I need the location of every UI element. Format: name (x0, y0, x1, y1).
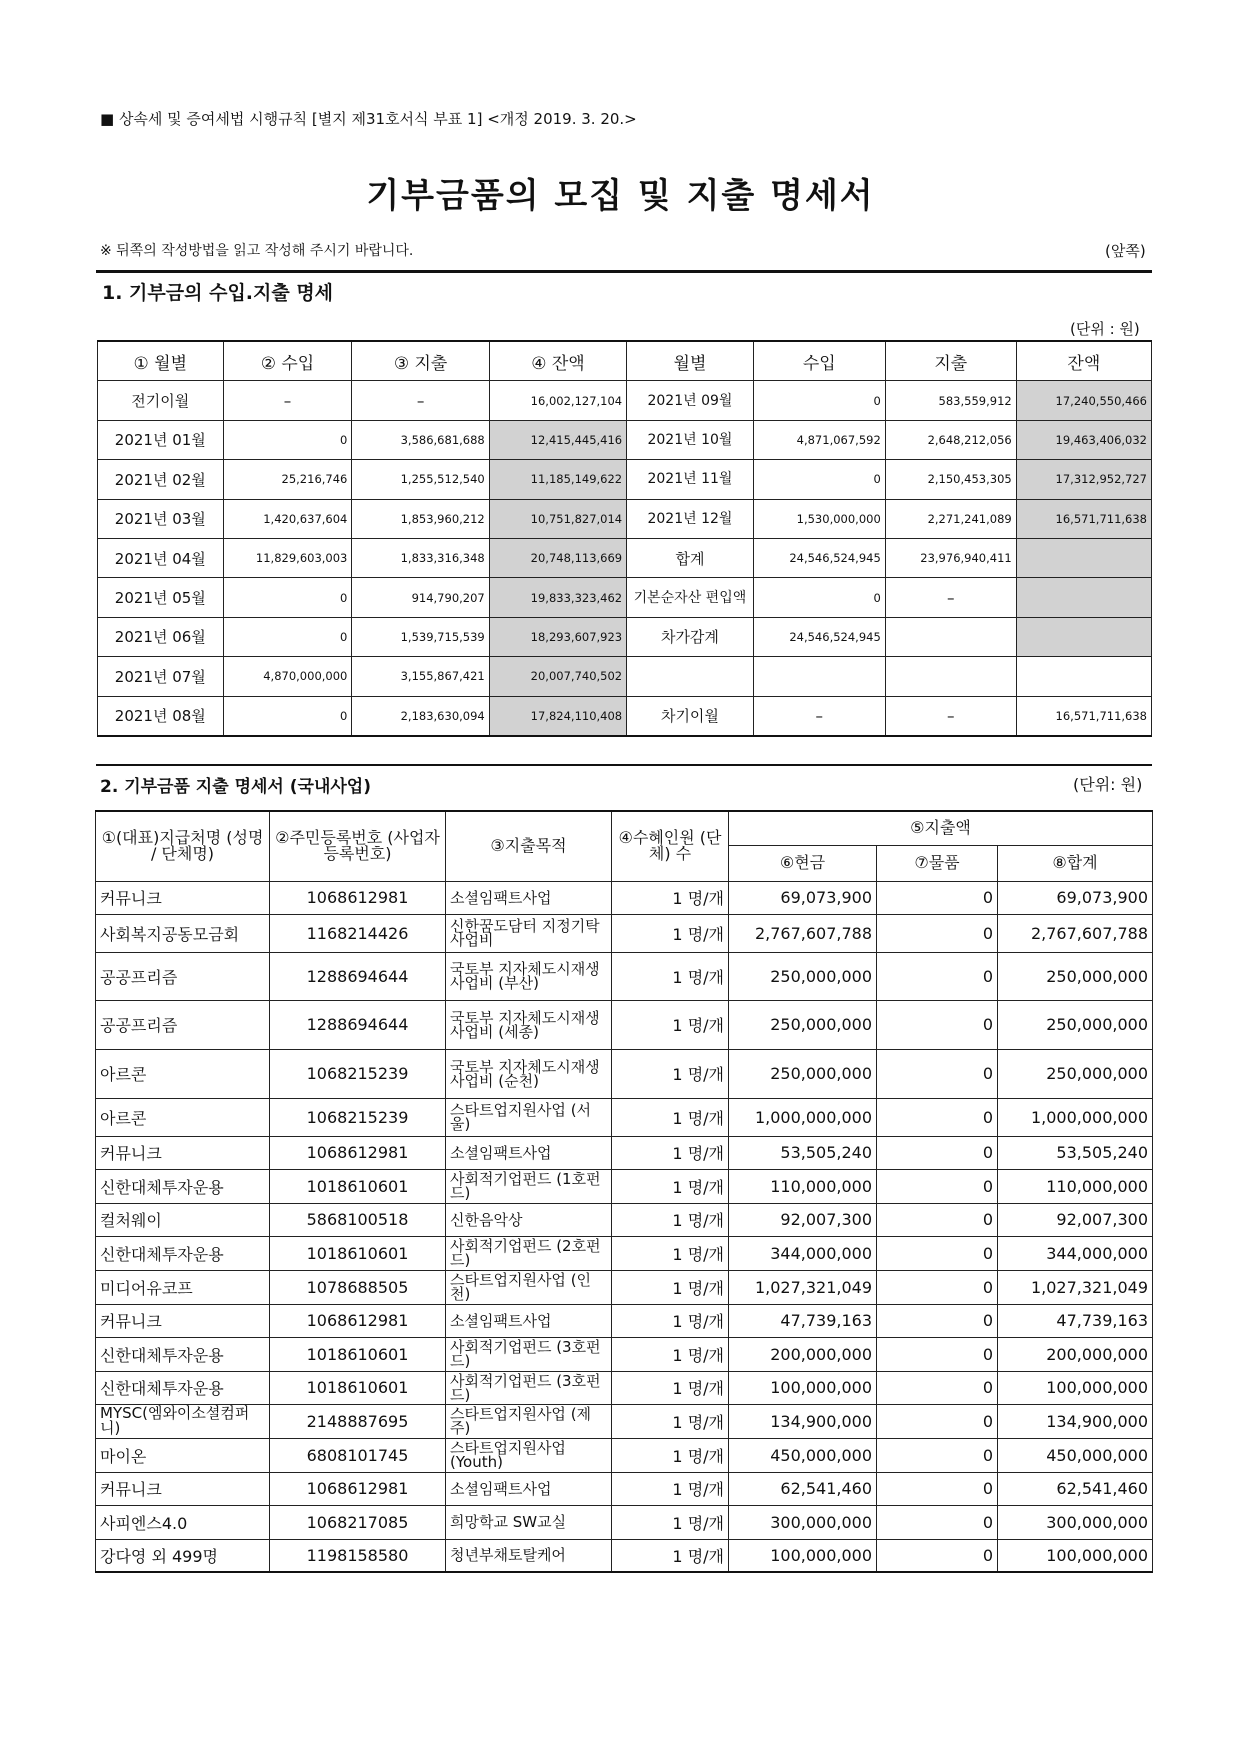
cell-goods: 0 (877, 1438, 998, 1472)
col-header-cash: ⑥현금 (729, 845, 877, 881)
cell-income2: 24,546,524,945 (753, 617, 885, 656)
cell-expense2: 2,271,241,089 (885, 499, 1016, 538)
table-row (96, 1472, 1153, 1505)
cell-purpose: 사회적기업펀드 (2호펀드) (446, 1236, 612, 1270)
cell-month2: 2021년 12월 (627, 499, 754, 538)
col-header: 월별 (627, 341, 754, 381)
table-row (98, 538, 1152, 577)
cell-goods: 0 (877, 1203, 998, 1236)
cell-count: 1 명/개 (612, 1539, 729, 1572)
cell-count: 1 명/개 (612, 1169, 729, 1203)
cell-expense: 1,539,715,539 (352, 617, 489, 656)
cell-goods: 0 (877, 1169, 998, 1203)
table-row (96, 1304, 1153, 1337)
cell-total: 300,000,000 (998, 1505, 1153, 1539)
table-row (98, 499, 1152, 538)
cell-name: 공공프리즘 (96, 952, 270, 1000)
cell-total: 92,007,300 (998, 1203, 1153, 1236)
table-row (98, 657, 1152, 696)
table-row (98, 460, 1152, 499)
cell-income2: – (753, 696, 885, 736)
cell-income: 0 (223, 578, 352, 617)
cell-cash: 47,739,163 (729, 1304, 877, 1337)
cell-income: 0 (223, 420, 352, 459)
cell-name: MYSC(엠와이소셜컴퍼니) (96, 1404, 270, 1438)
cell-purpose: 소셜임팩트사업 (446, 1472, 612, 1505)
cell-count: 1 명/개 (612, 1371, 729, 1404)
cell-goods: 0 (877, 1371, 998, 1404)
cell-name: 아르콘 (96, 1049, 270, 1098)
cell-purpose: 사회적기업펀드 (3호펀드) (446, 1371, 612, 1404)
cell-cash: 134,900,000 (729, 1404, 877, 1438)
cell-balance: 17,824,110,408 (489, 696, 626, 736)
cell-count: 1 명/개 (612, 1136, 729, 1169)
page-side-label: (앞쪽) (1105, 242, 1146, 260)
cell-total: 1,000,000,000 (998, 1098, 1153, 1136)
cell-expense2: 583,559,912 (885, 381, 1016, 420)
cell-name: 사회복지공동모금회 (96, 914, 270, 952)
cell-purpose: 국토부 지자체도시재생사업비 (세종) (446, 1000, 612, 1049)
cell-purpose: 희망학교 SW교실 (446, 1505, 612, 1539)
cell-purpose: 소셜임팩트사업 (446, 1304, 612, 1337)
cell-cash: 2,767,607,788 (729, 914, 877, 952)
cell-purpose: 신한음악상 (446, 1203, 612, 1236)
cell-balance2: 17,312,952,727 (1016, 460, 1151, 499)
cell-count: 1 명/개 (612, 1304, 729, 1337)
cell-purpose: 국토부 지자체도시재생사업비 (순천) (446, 1049, 612, 1098)
cell-regno: 1288694644 (270, 1000, 446, 1049)
cell-name: 신한대체투자운용 (96, 1236, 270, 1270)
cell-purpose: 사회적기업펀드 (3호펀드) (446, 1337, 612, 1371)
cell-name: 미디어유코프 (96, 1270, 270, 1304)
cell-balance2: 19,463,406,032 (1016, 420, 1151, 459)
cell-balance2: 17,240,550,466 (1016, 381, 1151, 420)
table-header-row (96, 811, 1153, 845)
cell-income2: 0 (753, 460, 885, 499)
table-row (96, 881, 1153, 914)
cell-regno: 1068215239 (270, 1049, 446, 1098)
table-header-row (98, 341, 1152, 381)
cell-income: 25,216,746 (223, 460, 352, 499)
cell-name: 커뮤니크 (96, 1304, 270, 1337)
cell-total: 2,767,607,788 (998, 914, 1153, 952)
cell-month: 2021년 04월 (98, 538, 224, 577)
table-row (96, 1337, 1153, 1371)
divider (96, 764, 1152, 766)
cell-month: 2021년 03월 (98, 499, 224, 538)
cell-count: 1 명/개 (612, 1098, 729, 1136)
cell-cash: 344,000,000 (729, 1236, 877, 1270)
cell-cash: 250,000,000 (729, 1000, 877, 1049)
cell-month2: 2021년 11월 (627, 460, 754, 499)
section1-title: 1. 기부금의 수입.지출 명세 (102, 282, 334, 304)
cell-count: 1 명/개 (612, 1236, 729, 1270)
cell-total: 1,027,321,049 (998, 1270, 1153, 1304)
cell-goods: 0 (877, 1404, 998, 1438)
instruction-note: ※ 뒤쪽의 작성방법을 읽고 작성해 주시기 바랍니다. (100, 243, 414, 259)
cell-balance2 (1016, 617, 1151, 656)
cell-goods: 0 (877, 1098, 998, 1136)
cell-cash: 110,000,000 (729, 1169, 877, 1203)
col-header: ③ 지출 (352, 341, 489, 381)
cell-income: 1,420,637,604 (223, 499, 352, 538)
cell-expense2 (885, 657, 1016, 696)
cell-total: 110,000,000 (998, 1169, 1153, 1203)
cell-regno: 1068217085 (270, 1505, 446, 1539)
divider (96, 270, 1152, 273)
cell-name: 커뮤니크 (96, 1472, 270, 1505)
cell-balance: 20,007,740,502 (489, 657, 626, 696)
cell-cash: 53,505,240 (729, 1136, 877, 1169)
cell-month: 전기이월 (98, 381, 224, 420)
cell-income2: 24,546,524,945 (753, 538, 885, 577)
cell-balance: 10,751,827,014 (489, 499, 626, 538)
table-row (96, 952, 1153, 1000)
cell-expense: 1,833,316,348 (352, 538, 489, 577)
cell-cash: 62,541,460 (729, 1472, 877, 1505)
table-row (96, 914, 1153, 952)
cell-goods: 0 (877, 952, 998, 1000)
cell-balance: 12,415,445,416 (489, 420, 626, 459)
cell-count: 1 명/개 (612, 1270, 729, 1304)
cell-name: 커뮤니크 (96, 881, 270, 914)
cell-total: 47,739,163 (998, 1304, 1153, 1337)
table-row (96, 1203, 1153, 1236)
table-row (96, 1169, 1153, 1203)
cell-count: 1 명/개 (612, 1438, 729, 1472)
cell-purpose: 스타트업지원사업 (인천) (446, 1270, 612, 1304)
cell-count: 1 명/개 (612, 1337, 729, 1371)
table-row (96, 1404, 1153, 1438)
cell-name: 컬처웨이 (96, 1203, 270, 1236)
table-row (96, 1098, 1153, 1136)
table-row (98, 696, 1152, 736)
cell-name: 커뮤니크 (96, 1136, 270, 1169)
cell-cash: 69,073,900 (729, 881, 877, 914)
cell-income2: 0 (753, 381, 885, 420)
col-header-recipient: ①(대표)지급처명 (성명 / 단체명) (96, 811, 270, 881)
cell-balance: 11,185,149,622 (489, 460, 626, 499)
cell-month2: 2021년 09월 (627, 381, 754, 420)
cell-balance: 18,293,607,923 (489, 617, 626, 656)
document-title: 기부금품의 모집 및 지출 명세서 (366, 176, 875, 216)
col-header-count: ④수혜인원 (단체) 수 (612, 811, 729, 881)
cell-regno: 1288694644 (270, 952, 446, 1000)
cell-month: 2021년 01월 (98, 420, 224, 459)
cell-count: 1 명/개 (612, 1505, 729, 1539)
cell-income: 0 (223, 617, 352, 656)
cell-total: 250,000,000 (998, 952, 1153, 1000)
cell-expense2: 2,150,453,305 (885, 460, 1016, 499)
cell-total: 450,000,000 (998, 1438, 1153, 1472)
cell-goods: 0 (877, 1304, 998, 1337)
cell-cash: 1,027,321,049 (729, 1270, 877, 1304)
col-header-regno: ②주민등록번호 (사업자등록번호) (270, 811, 446, 881)
cell-expense2: – (885, 578, 1016, 617)
table-row (96, 1505, 1153, 1539)
cell-total: 250,000,000 (998, 1049, 1153, 1098)
cell-income: 11,829,603,003 (223, 538, 352, 577)
cell-purpose: 소셜임팩트사업 (446, 1136, 612, 1169)
cell-purpose: 신한꿈도담터 지정기탁 사업비 (446, 914, 612, 952)
cell-purpose: 사회적기업펀드 (1호펀드) (446, 1169, 612, 1203)
table-row (98, 578, 1152, 617)
cell-goods: 0 (877, 1136, 998, 1169)
cell-purpose: 스타트업지원사업 (제주) (446, 1404, 612, 1438)
cell-total: 100,000,000 (998, 1539, 1153, 1572)
cell-goods: 0 (877, 1236, 998, 1270)
cell-goods: 0 (877, 1337, 998, 1371)
cell-goods: 0 (877, 1505, 998, 1539)
cell-income: 0 (223, 696, 352, 736)
cell-goods: 0 (877, 1270, 998, 1304)
cell-purpose: 스타트업지원사업 (서울) (446, 1098, 612, 1136)
cell-expense: 1,853,960,212 (352, 499, 489, 538)
cell-month: 2021년 06월 (98, 617, 224, 656)
cell-month: 2021년 05월 (98, 578, 224, 617)
donation-expense-table (95, 810, 1153, 1573)
col-header-goods: ⑦물품 (877, 845, 998, 881)
cell-regno: 1168214426 (270, 914, 446, 952)
cell-cash: 100,000,000 (729, 1371, 877, 1404)
section2-title: 2. 기부금품 지출 명세서 (국내사업) (100, 777, 371, 797)
form-reference: ■ 상속세 및 증여세법 시행규칙 [별지 제31호서식 부표 1] <개정 2019. 3. 20.> (100, 110, 637, 128)
cell-expense2: – (885, 696, 1016, 736)
cell-cash: 100,000,000 (729, 1539, 877, 1572)
cell-expense2: 23,976,940,411 (885, 538, 1016, 577)
table-row (96, 1049, 1153, 1098)
section1-unit: (단위 : 원) (1070, 320, 1140, 338)
cell-name: 신한대체투자운용 (96, 1337, 270, 1371)
cell-income: 4,870,000,000 (223, 657, 352, 696)
cell-count: 1 명/개 (612, 1000, 729, 1049)
income-expense-table (97, 340, 1152, 737)
table-row (98, 420, 1152, 459)
table-row (98, 617, 1152, 656)
cell-income2 (753, 657, 885, 696)
cell-cash: 300,000,000 (729, 1505, 877, 1539)
cell-regno: 1018610601 (270, 1371, 446, 1404)
cell-balance: 20,748,113,669 (489, 538, 626, 577)
cell-regno: 1198158580 (270, 1539, 446, 1572)
col-header: 지출 (885, 341, 1016, 381)
cell-income: – (223, 381, 352, 420)
cell-total: 69,073,900 (998, 881, 1153, 914)
cell-month2: 기본순자산 편입액 (627, 578, 754, 617)
cell-balance2 (1016, 538, 1151, 577)
cell-total: 100,000,000 (998, 1371, 1153, 1404)
cell-balance2 (1016, 578, 1151, 617)
cell-expense: 914,790,207 (352, 578, 489, 617)
cell-expense: 3,155,867,421 (352, 657, 489, 696)
cell-count: 1 명/개 (612, 1049, 729, 1098)
cell-total: 200,000,000 (998, 1337, 1153, 1371)
cell-regno: 1068215239 (270, 1098, 446, 1136)
cell-purpose: 스타트업지원사업 (Youth) (446, 1438, 612, 1472)
cell-cash: 450,000,000 (729, 1438, 877, 1472)
cell-expense2 (885, 617, 1016, 656)
col-header: ② 수입 (223, 341, 352, 381)
cell-balance2 (1016, 657, 1151, 696)
table-row (96, 1539, 1153, 1572)
cell-balance2: 16,571,711,638 (1016, 499, 1151, 538)
col-header: 수입 (753, 341, 885, 381)
cell-total: 250,000,000 (998, 1000, 1153, 1049)
cell-count: 1 명/개 (612, 952, 729, 1000)
cell-expense2: 2,648,212,056 (885, 420, 1016, 459)
cell-name: 신한대체투자운용 (96, 1169, 270, 1203)
cell-month2: 합계 (627, 538, 754, 577)
cell-goods: 0 (877, 914, 998, 952)
cell-goods: 0 (877, 1472, 998, 1505)
cell-income2: 0 (753, 578, 885, 617)
cell-regno: 6808101745 (270, 1438, 446, 1472)
cell-name: 아르콘 (96, 1098, 270, 1136)
cell-expense: 1,255,512,540 (352, 460, 489, 499)
cell-month: 2021년 07월 (98, 657, 224, 696)
cell-cash: 250,000,000 (729, 952, 877, 1000)
cell-regno: 1068612981 (270, 1472, 446, 1505)
cell-balance: 16,002,127,104 (489, 381, 626, 420)
cell-total: 53,505,240 (998, 1136, 1153, 1169)
col-header: ④ 잔액 (489, 341, 626, 381)
cell-income2: 1,530,000,000 (753, 499, 885, 538)
cell-name: 강다영 외 499명 (96, 1539, 270, 1572)
cell-cash: 1,000,000,000 (729, 1098, 877, 1136)
col-header-amount: ⑤지출액 (729, 811, 1153, 845)
cell-count: 1 명/개 (612, 881, 729, 914)
cell-month2: 차기이월 (627, 696, 754, 736)
col-header: ① 월별 (98, 341, 224, 381)
cell-month2: 2021년 10월 (627, 420, 754, 459)
section2-unit: (단위: 원) (1073, 775, 1143, 794)
cell-month2 (627, 657, 754, 696)
cell-regno: 1078688505 (270, 1270, 446, 1304)
table-row (96, 1236, 1153, 1270)
cell-month: 2021년 08월 (98, 696, 224, 736)
cell-total: 62,541,460 (998, 1472, 1153, 1505)
cell-regno: 1018610601 (270, 1337, 446, 1371)
cell-expense: – (352, 381, 489, 420)
cell-name: 마이온 (96, 1438, 270, 1472)
cell-count: 1 명/개 (612, 1203, 729, 1236)
cell-name: 공공프리즘 (96, 1000, 270, 1049)
cell-regno: 1018610601 (270, 1236, 446, 1270)
cell-goods: 0 (877, 1049, 998, 1098)
cell-count: 1 명/개 (612, 914, 729, 952)
cell-expense: 3,586,681,688 (352, 420, 489, 459)
cell-total: 344,000,000 (998, 1236, 1153, 1270)
cell-purpose: 청년부채토탈케어 (446, 1539, 612, 1572)
cell-purpose: 국토부 지자체도시재생사업비 (부산) (446, 952, 612, 1000)
cell-income2: 4,871,067,592 (753, 420, 885, 459)
cell-goods: 0 (877, 881, 998, 914)
cell-balance: 19,833,323,462 (489, 578, 626, 617)
cell-goods: 0 (877, 1000, 998, 1049)
cell-regno: 1068612981 (270, 881, 446, 914)
table-row (96, 1438, 1153, 1472)
col-header: 잔액 (1016, 341, 1151, 381)
cell-regno: 1018610601 (270, 1169, 446, 1203)
cell-regno: 2148887695 (270, 1404, 446, 1438)
cell-expense: 2,183,630,094 (352, 696, 489, 736)
cell-regno: 1068612981 (270, 1136, 446, 1169)
cell-balance2: 16,571,711,638 (1016, 696, 1151, 736)
cell-name: 신한대체투자운용 (96, 1371, 270, 1404)
table-row (96, 1270, 1153, 1304)
table-row (96, 1371, 1153, 1404)
cell-name: 사피엔스4.0 (96, 1505, 270, 1539)
cell-goods: 0 (877, 1539, 998, 1572)
cell-regno: 1068612981 (270, 1304, 446, 1337)
cell-cash: 250,000,000 (729, 1049, 877, 1098)
cell-total: 134,900,000 (998, 1404, 1153, 1438)
col-header-total: ⑧합계 (998, 845, 1153, 881)
cell-cash: 92,007,300 (729, 1203, 877, 1236)
cell-count: 1 명/개 (612, 1404, 729, 1438)
cell-month2: 차가감계 (627, 617, 754, 656)
table-row (96, 1136, 1153, 1169)
cell-purpose: 소셜임팩트사업 (446, 881, 612, 914)
col-header-purpose: ③지출목적 (446, 811, 612, 881)
table-row (96, 1000, 1153, 1049)
cell-month: 2021년 02월 (98, 460, 224, 499)
cell-cash: 200,000,000 (729, 1337, 877, 1371)
cell-regno: 5868100518 (270, 1203, 446, 1236)
cell-count: 1 명/개 (612, 1472, 729, 1505)
table-row (98, 381, 1152, 420)
